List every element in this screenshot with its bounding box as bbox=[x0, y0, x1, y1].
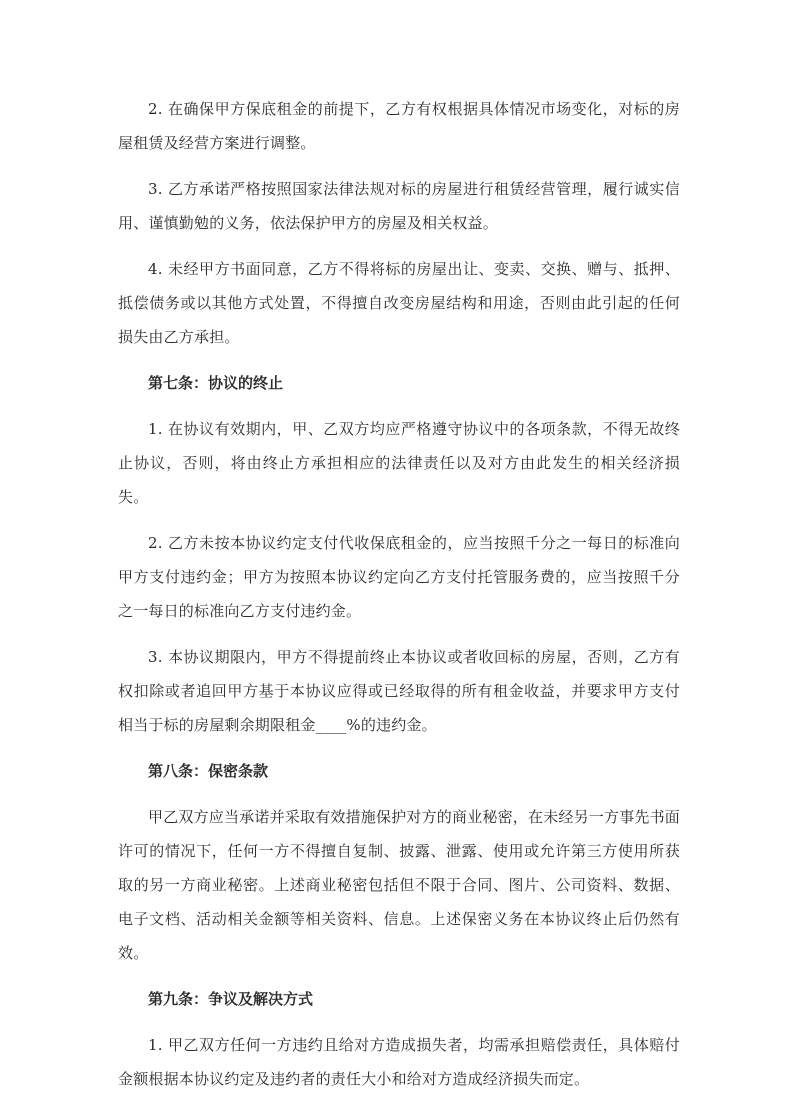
clause-paragraph: 4. 未经甲方书面同意，乙方不得将标的房屋出让、变卖、交换、赠与、抵押、抵偿债务或以其他方式处置，不得擅自改变房屋结构和用途，否则由此引起的任何损失由乙方承担。 bbox=[118, 260, 680, 346]
section-heading: 第九条：争议及解决方式 bbox=[148, 990, 314, 1008]
clause-paragraph: 1. 在协议有效期内，甲、乙双方均应严格遵守协议中的各项条款，不得无故终止协议，否则，将由终止方承担相应的法律责任以及对方由此发生的相关经济损失。 bbox=[118, 420, 680, 506]
document-page bbox=[118, 92, 680, 1108]
section-heading: 第七条：协议的终止 bbox=[148, 374, 284, 392]
section-heading: 第八条：保密条款 bbox=[148, 762, 269, 780]
clause-paragraph: 2. 在确保甲方保底租金的前提下，乙方有权根据具体情况市场变化，对标的房屋租赁及经营方案进行调整。 bbox=[118, 100, 680, 152]
clause-paragraph: 3. 本协议期限内，甲方不得提前终止本协议或者收回标的房屋，否则，乙方有权扣除或者追回甲方基于本协议应得或已经取得的所有租金收益，并要求甲方支付相当于标的房屋剩余期限租金____%的违约金。 bbox=[118, 648, 680, 734]
clause-paragraph: 3. 乙方承诺严格按照国家法律法规对标的房屋进行租赁经营管理，履行诚实信用、谨慎勤勉的义务，依法保护甲方的房屋及相关权益。 bbox=[118, 180, 680, 232]
clause-paragraph: 1. 甲乙双方任何一方违约且给对方造成损失者，均需承担赔偿责任，具体赔付金额根据本协议约定及违约者的责任大小和给对方造成经济损失而定。 bbox=[118, 1036, 680, 1088]
clause-paragraph: 甲乙双方应当承诺并采取有效措施保护对方的商业秘密，在未经另一方事先书面许可的情况下，任何一方不得擅自复制、披露、泄露、使用或允许第三方使用所获取的另一方商业秘密。上述商业秘密包括但不限于合同、图片、公司资料、数据、电子文档、活动相关金额等相关资料、信息。上述保密义务在本协议终止后仍然有效。 bbox=[118, 808, 681, 962]
clause-paragraph: 2. 乙方未按本协议约定支付代收保底租金的，应当按照千分之一每日的标准向甲方支付违约金；甲方为按照本协议约定向乙方支付托管服务费的，应当按照千分之一每日的标准向乙方支付违约金。 bbox=[118, 534, 680, 620]
